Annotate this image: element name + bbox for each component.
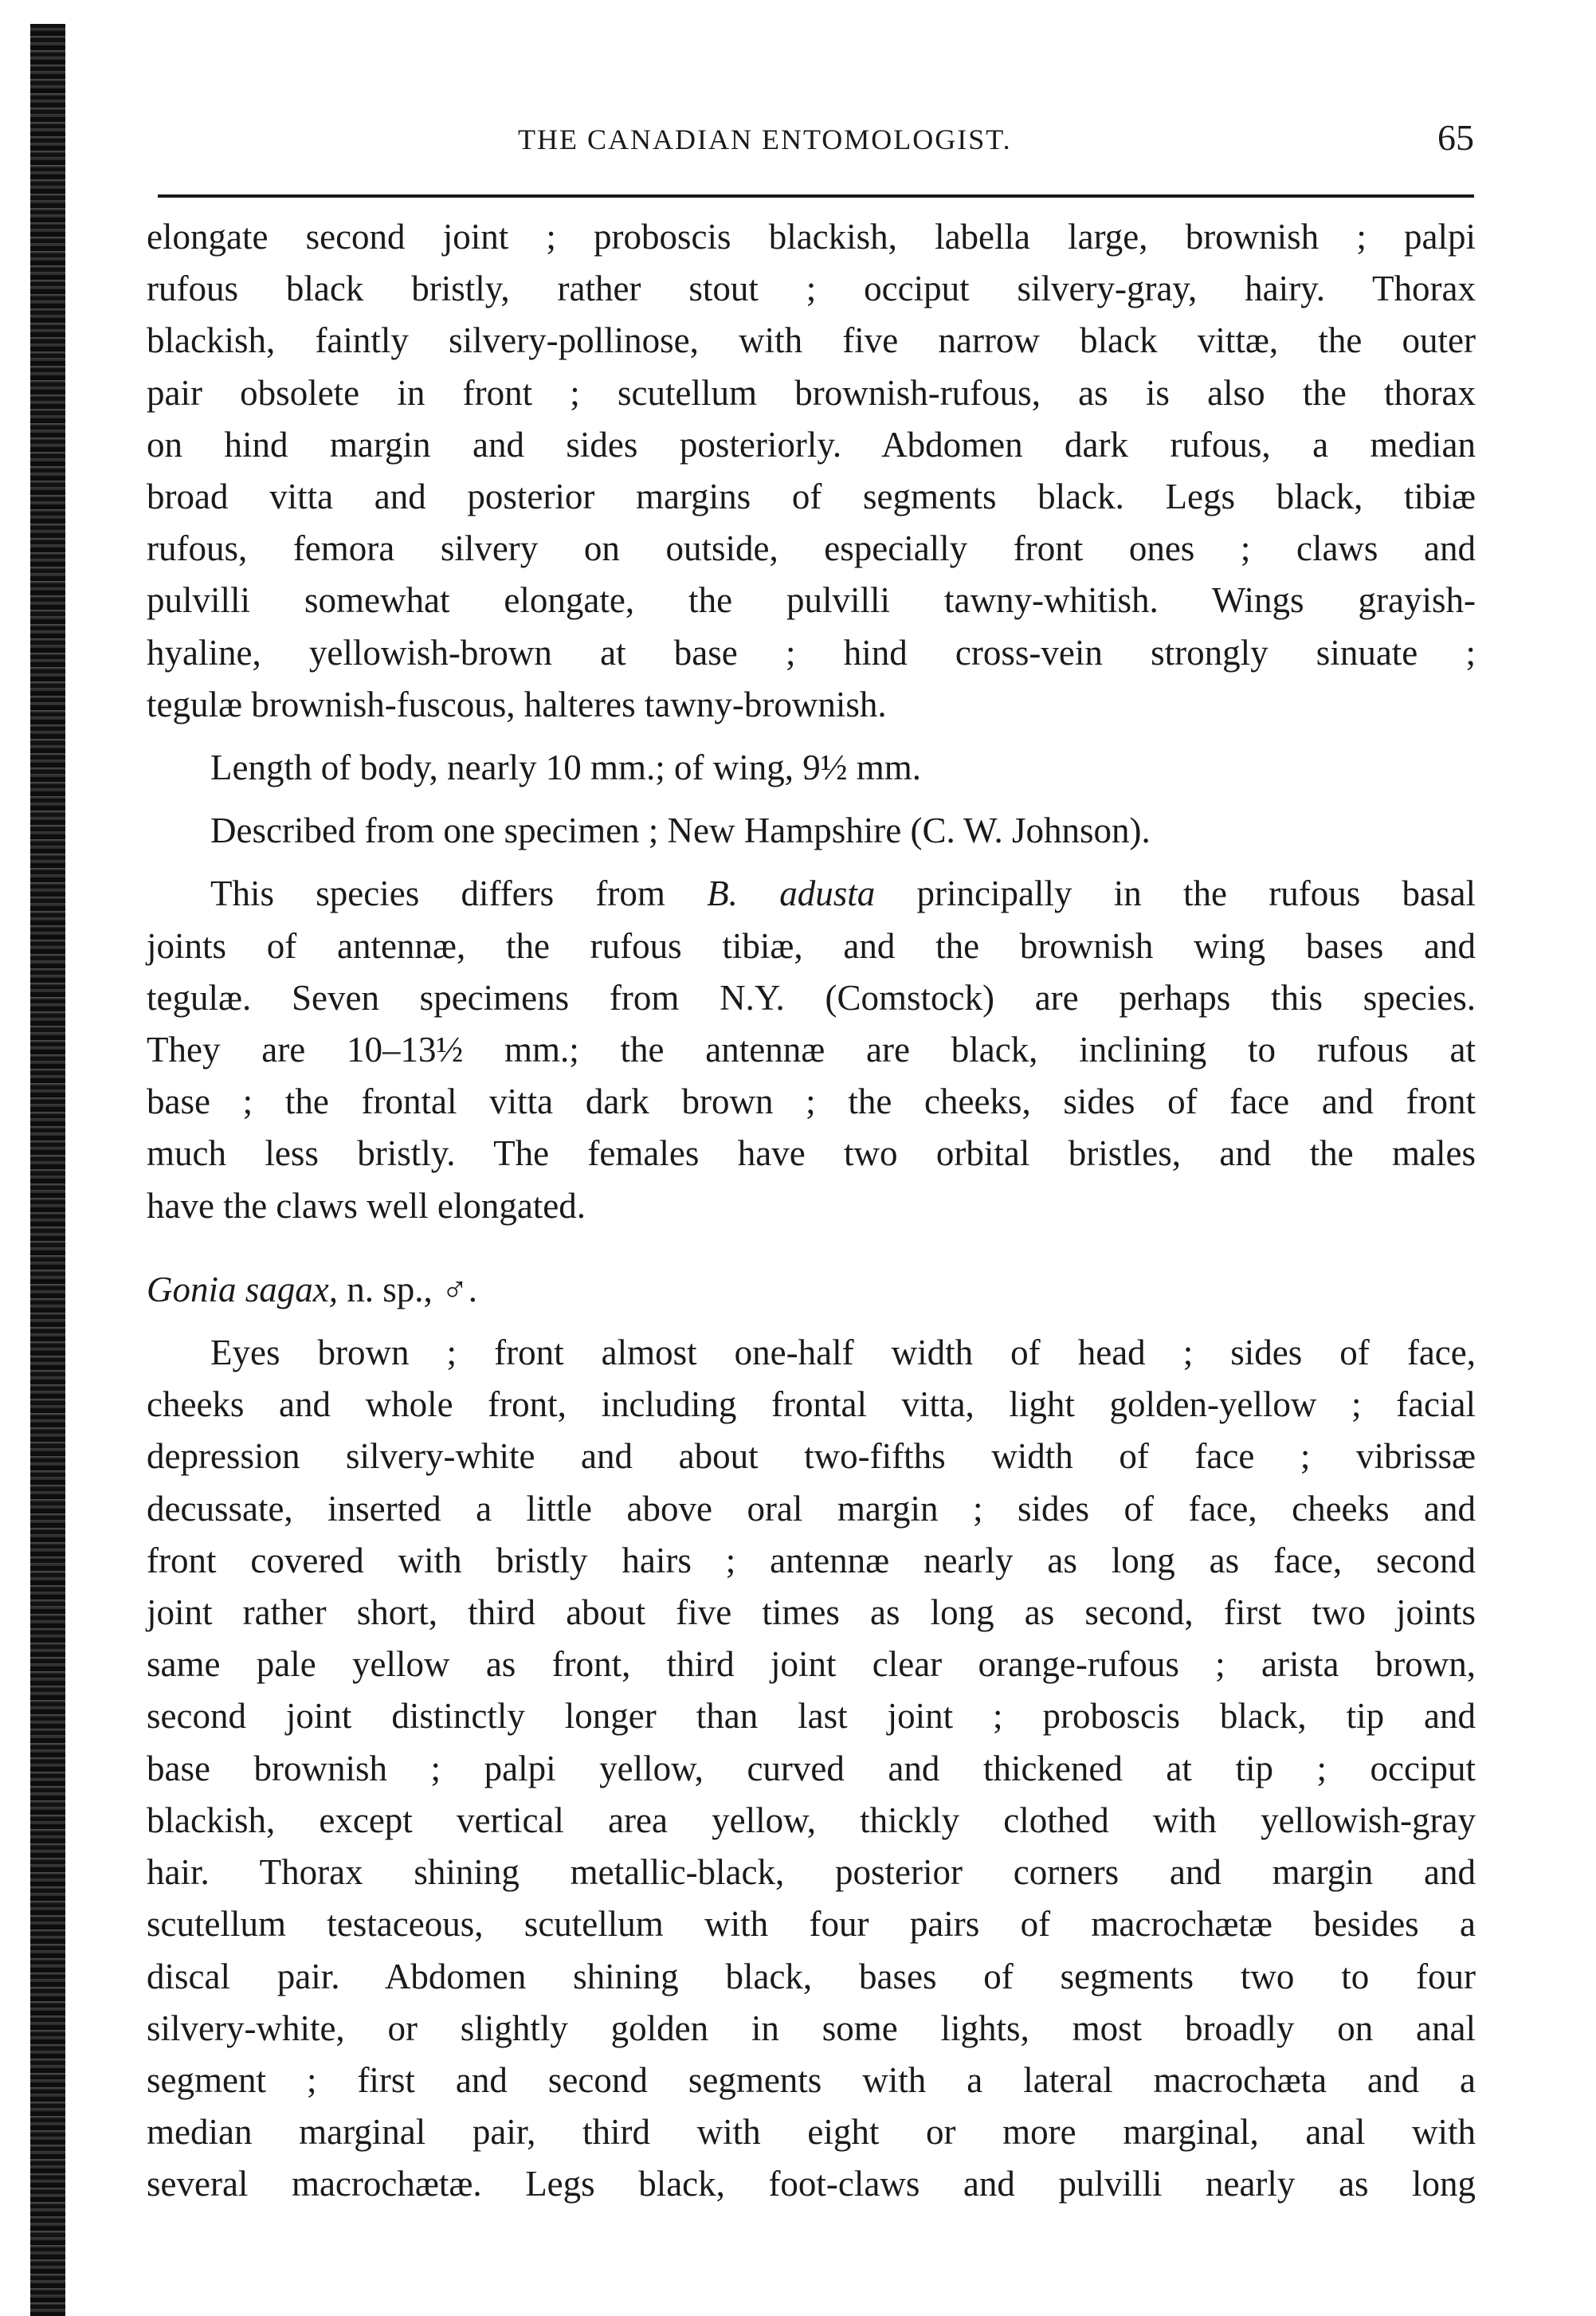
text-line: Eyes brown ; front almost one-half width of head ; sides of face, (210, 1333, 1476, 1373)
paragraph-gonia-description (147, 1327, 1476, 2210)
species-designation: n. sp., ♂. (338, 1269, 478, 1309)
described-line: Described from one specimen ; New Hampshire (C. W. Johnson). (210, 811, 1151, 851)
text-line: silvery-white, or slightly golden in some lights, most broadly on anal (147, 2008, 1476, 2048)
header-rule (158, 194, 1474, 198)
text-line: discal pair. Abdomen shining black, bases of segments two to four (147, 1956, 1476, 1996)
text-line: pulvilli somewhat elongate, the pulvilli tawny-whitish. Wings grayish- (147, 580, 1476, 621)
text-line: front covered with bristly hairs ; antennæ nearly as long as face, second (147, 1540, 1476, 1580)
text-line: rufous, femora silvery on outside, especially front ones ; claws and (147, 528, 1476, 569)
running-title: THE CANADIAN ENTOMOLOGIST. (518, 124, 1012, 155)
text-line: median marginal pair, third with eight or more marginal, anal with (147, 2112, 1476, 2153)
text-line: blackish, except vertical area yellow, thickly clothed with yellowish-gray (147, 1800, 1476, 1840)
text-line: same pale yellow as front, third joint clear orange-rufous ; arista brown, (147, 1644, 1476, 1685)
text-line: segment ; first and second segments with a lateral macrochæta and a (147, 2059, 1476, 2100)
paragraph-description-continued (147, 211, 1476, 731)
text-line: hyaline, yellowish-brown at base ; hind cross-vein strongly sinuate ; (147, 632, 1476, 673)
text-line: decussate, inserted a little above oral margin ; sides of face, cheeks and (147, 1488, 1476, 1529)
text-line: pair obsolete in front ; scutellum brownish-rufous, as is also the thorax (147, 372, 1476, 413)
text-line: elongate second joint ; proboscis blackish, labella large, brownish ; palpi (147, 217, 1476, 257)
text-line: tegulæ brownish-fuscous, halteres tawny-brownish. (147, 684, 887, 724)
text-line: broad vitta and posterior margins of segments black. Legs black, tibiæ (147, 477, 1476, 517)
text-line: cheeks and whole front, including frontal vitta, light golden-yellow ; facial (147, 1384, 1476, 1425)
text-line: depression silvery-white and about two-fifths width of face ; vibrissæ (147, 1436, 1476, 1477)
text-line: rufous black bristly, rather stout ; occiput silvery-gray, hairy. Thorax (147, 269, 1476, 309)
comparison-first-line: This species differs from B. adusta principally in the rufous basal (210, 873, 1476, 914)
text-line: tegulæ. Seven specimens from N.Y. (Comstock) are perhaps this species. (147, 977, 1476, 1018)
species-ref-b-adusta: B. adusta (707, 873, 876, 914)
text-line: joint rather short, third about five times as long as second, first two joints (147, 1592, 1476, 1633)
text-line: blackish, faintly silvery-pollinose, with five narrow black vittæ, the outer (147, 320, 1476, 361)
text-line: hair. Thorax shining metallic-black, posterior corners and margin and (147, 1852, 1476, 1893)
text-line: several macrochætæ. Legs black, foot-claws and pulvilli nearly as long (147, 2164, 1476, 2204)
species-heading (147, 1264, 1476, 1316)
species-name: Gonia sagax, (147, 1269, 338, 1309)
length-line: Length of body, nearly 10 mm.; of wing, 9½ mm. (210, 748, 921, 788)
paragraph-comparison (147, 868, 1476, 1231)
text-line: base brownish ; palpi yellow, curved and thickened at tip ; occiput (147, 1748, 1476, 1788)
text-line: joints of antennæ, the rufous tibiæ, and the brownish wing bases and (147, 925, 1476, 966)
text-line: much less bristly. The females have two orbital bristles, and the males (147, 1133, 1476, 1174)
text-line: second joint distinctly longer than last joint ; proboscis black, tip and (147, 1696, 1476, 1737)
body-text (147, 211, 1476, 2211)
text-line: base ; the frontal vitta dark brown ; the cheeks, sides of face and front (147, 1081, 1476, 1122)
text-line: scutellum testaceous, scutellum with four pairs of macrochætæ besides a (147, 1904, 1476, 1945)
page-number: 65 (1437, 117, 1474, 158)
text-line: have the claws well elongated. (147, 1185, 586, 1226)
page-header (155, 116, 1474, 164)
text-line: on hind margin and sides posteriorly. Abdomen dark rufous, a median (147, 424, 1476, 465)
text-line: They are 10–13½ mm.; the antennæ are black, inclining to rufous at (147, 1030, 1476, 1070)
scan-edge-shadow (30, 24, 65, 2316)
